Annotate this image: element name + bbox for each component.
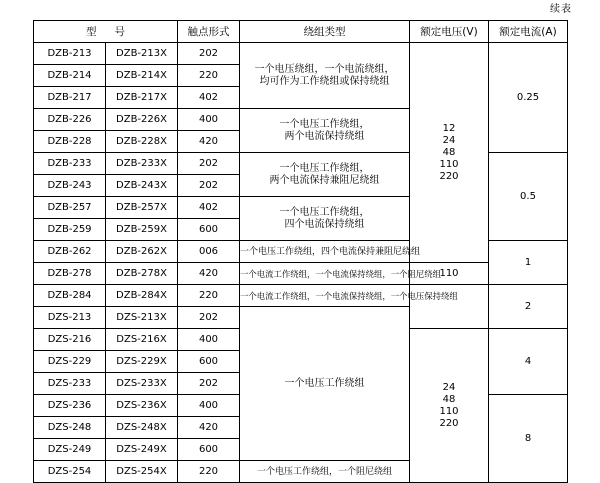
- cell-model-b: DZS-236X: [106, 395, 178, 417]
- header-model-right: 号: [114, 25, 125, 38]
- cell-contact: 202: [178, 43, 240, 65]
- cell-model-a: DZS-236: [34, 395, 106, 417]
- relay-spec-table-wrapper: [33, 20, 567, 483]
- cell-model-a: DZB-228: [34, 131, 106, 153]
- winding-line-1: 一个电流工作绕组，一个电流保持绕组，一个电压保持绕组: [240, 290, 458, 301]
- cell-current: 8: [489, 395, 568, 483]
- cell-model-a: DZB-262: [34, 241, 106, 263]
- cell-contact: 400: [178, 395, 240, 417]
- cell-current: 1: [489, 241, 568, 285]
- voltage-line: 48: [442, 146, 456, 158]
- winding-line-1: 一个电压工作绕组，一个阻尼绕组: [256, 466, 392, 477]
- cell-model-b: DZB-284X: [106, 285, 178, 307]
- cell-contact: 202: [178, 175, 240, 197]
- header-winding-type: 绕组类型: [240, 21, 410, 43]
- winding-line-1: 一个电压工作绕组，: [279, 118, 370, 130]
- cell-model-b: DZB-243X: [106, 175, 178, 197]
- cell-winding: [240, 197, 410, 241]
- cell-model-b: DZS-216X: [106, 329, 178, 351]
- cell-model-b: DZS-233X: [106, 373, 178, 395]
- winding-line-2: 两个电流保持绕组: [284, 130, 365, 142]
- header-rated-current: 额定电流(A): [489, 21, 568, 43]
- cell-contact: 420: [178, 417, 240, 439]
- winding-line-2: 两个电流保持兼阻尼绕组: [269, 174, 380, 186]
- cell-contact: 400: [178, 329, 240, 351]
- cell-model-a: DZB-259: [34, 219, 106, 241]
- cell-winding: [240, 263, 441, 285]
- cell-current: 2: [489, 285, 568, 329]
- cell-contact: 202: [178, 153, 240, 175]
- header-rated-voltage: 额定电压(V): [410, 21, 489, 43]
- cell-contact: 202: [178, 373, 240, 395]
- cell-model-a: DZS-249: [34, 439, 106, 461]
- cell-model-a: DZB-233: [34, 153, 106, 175]
- cell-contact: 600: [178, 219, 240, 241]
- winding-line-1: 一个电流工作绕组，一个电流保持绕组，一个阻尼绕组: [240, 268, 441, 279]
- cell-model-b: DZB-257X: [106, 197, 178, 219]
- cell-winding: [240, 43, 410, 109]
- voltage-line: 12: [442, 122, 456, 134]
- table-row: [34, 285, 568, 307]
- cell-model-b: DZS-254X: [106, 461, 178, 483]
- cell-winding: [240, 307, 410, 461]
- cell-contact: 220: [178, 285, 240, 307]
- cell-model-a: DZB-213: [34, 43, 106, 65]
- cell-model-b: DZS-213X: [106, 307, 178, 329]
- relay-spec-table: [33, 20, 568, 483]
- voltage-line: 24: [442, 134, 456, 146]
- cell-model-a: DZB-226: [34, 109, 106, 131]
- cell-voltage: [410, 329, 489, 483]
- winding-line-2: 均可作为工作绕组或保持绕组: [259, 75, 390, 87]
- cell-model-a: DZS-233: [34, 373, 106, 395]
- cell-current: 0.5: [489, 153, 568, 241]
- table-row: [34, 43, 568, 65]
- cell-current: 4: [489, 329, 568, 395]
- cell-model-a: DZB-243: [34, 175, 106, 197]
- cell-winding: [240, 241, 421, 263]
- voltage-line: 110: [439, 405, 459, 417]
- voltage-line: 110: [439, 158, 459, 170]
- cell-model-b: DZB-226X: [106, 109, 178, 131]
- voltage-line: 220: [439, 417, 459, 429]
- header-model-left: 型: [86, 25, 97, 38]
- header-model: [34, 21, 178, 43]
- winding-line-1: 一个电压工作绕组，: [279, 206, 370, 218]
- cell-contact: 420: [178, 131, 240, 153]
- cell-model-a: DZB-257: [34, 197, 106, 219]
- cell-contact: 600: [178, 439, 240, 461]
- winding-line-1: 一个电压绕组，一个电流绕组，: [254, 63, 395, 75]
- cell-contact: 006: [178, 241, 240, 263]
- cell-model-a: DZB-214: [34, 65, 106, 87]
- cell-model-b: DZB-217X: [106, 87, 178, 109]
- cell-contact: 402: [178, 87, 240, 109]
- cell-model-b: DZS-229X: [106, 351, 178, 373]
- cell-model-b: DZB-233X: [106, 153, 178, 175]
- cell-model-b: DZS-249X: [106, 439, 178, 461]
- cell-contact: 202: [178, 307, 240, 329]
- cell-winding: [240, 109, 410, 153]
- cell-contact: 220: [178, 461, 240, 483]
- cell-model-b: DZB-278X: [106, 263, 178, 285]
- voltage-line: 48: [442, 393, 456, 405]
- winding-line-2: 四个电流保持绕组: [284, 218, 365, 230]
- cell-model-a: DZS-248: [34, 417, 106, 439]
- cell-model-a: DZS-229: [34, 351, 106, 373]
- winding-line-1: 一个电压工作绕组: [284, 377, 365, 389]
- winding-line-1: 一个电压工作绕组，四个电流保持兼阻尼绕组: [240, 246, 421, 257]
- cell-winding: [240, 285, 458, 307]
- cell-model-a: DZB-217: [34, 87, 106, 109]
- cell-contact: 402: [178, 197, 240, 219]
- table-header-row: [34, 21, 568, 43]
- header-contact-form: 触点形式: [178, 21, 240, 43]
- cell-model-b: DZB-262X: [106, 241, 178, 263]
- cell-winding: [240, 153, 410, 197]
- continued-label: 续表: [550, 4, 572, 15]
- cell-model-b: DZS-248X: [106, 417, 178, 439]
- cell-model-b: DZB-214X: [106, 65, 178, 87]
- cell-model-b: DZB-213X: [106, 43, 178, 65]
- cell-voltage: [410, 43, 489, 263]
- cell-model-a: DZS-213: [34, 307, 106, 329]
- table-row: [34, 263, 568, 285]
- cell-model-a: DZS-254: [34, 461, 106, 483]
- cell-voltage: 110: [410, 263, 489, 285]
- cell-contact: 400: [178, 109, 240, 131]
- cell-contact: 600: [178, 351, 240, 373]
- cell-model-a: DZS-216: [34, 329, 106, 351]
- cell-model-a: DZB-278: [34, 263, 106, 285]
- voltage-line: 220: [439, 170, 459, 182]
- cell-current: 0.25: [489, 43, 568, 153]
- voltage-line: 24: [442, 381, 456, 393]
- cell-contact: 220: [178, 65, 240, 87]
- cell-winding: [240, 461, 410, 483]
- winding-line-1: 一个电压工作绕组，: [279, 162, 370, 174]
- cell-model-b: DZB-259X: [106, 219, 178, 241]
- cell-model-b: DZB-228X: [106, 131, 178, 153]
- cell-model-a: DZB-284: [34, 285, 106, 307]
- cell-contact: 420: [178, 263, 240, 285]
